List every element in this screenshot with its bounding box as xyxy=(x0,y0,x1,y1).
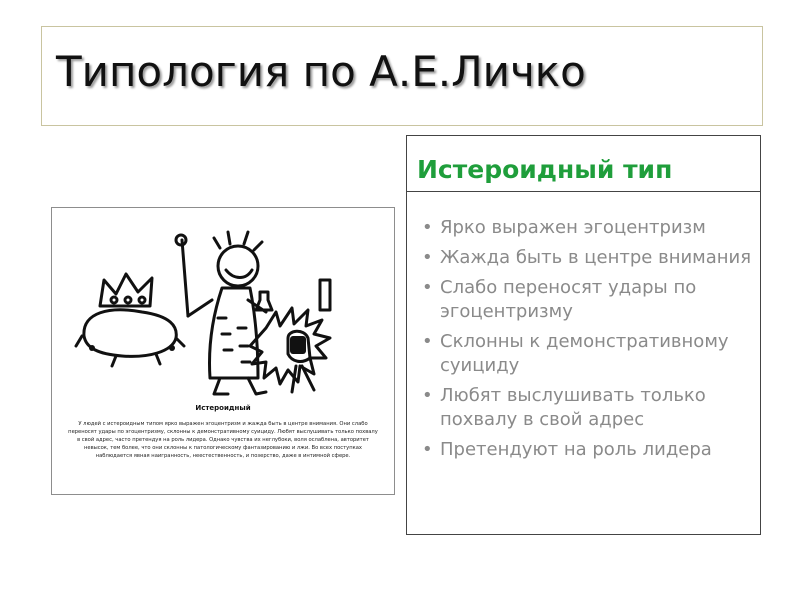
slide-title: Типология по А.Е.Личко xyxy=(56,47,586,96)
bullet-icon: • xyxy=(422,277,433,298)
trait-item xyxy=(419,216,759,240)
illustration-caption-text: У людей с истероидным типом ярко выражен эгоцентризм и жажда быть в центре внимания. Они слабо переносят удары по эгоцентризму, склонны к демонстративному суициду. Любят выслушивать только похвалу в свой адрес, часто претендуя на роль лидера. Однако чувства их неглубоки, воля ослаблена, авторитет невысок, тем более, что они склонны к патологическому фантазированию и лжи. Во всех поступках наблюдается явная наигранность, неестественность, и позерство, даже в интимной сфере. xyxy=(68,421,378,459)
bullet-icon: • xyxy=(422,247,433,268)
bullet-icon: • xyxy=(422,331,433,352)
trait-text: Любят выслушивать только похвалу в свой адрес xyxy=(440,385,706,430)
trait-list xyxy=(419,216,759,468)
illustration-caption-title: Истероидный xyxy=(195,404,251,412)
trait-text: Ярко выражен эгоцентризм xyxy=(440,217,706,238)
bullet-icon: • xyxy=(422,217,433,238)
slide-title-box xyxy=(41,26,763,126)
type-description-panel xyxy=(406,135,761,535)
panel-divider xyxy=(407,191,760,192)
cushion-drawing xyxy=(84,310,176,357)
illustration-card xyxy=(51,207,395,495)
trait-text: Склонны к демонстративному суициду xyxy=(440,331,729,376)
trait-text: Слабо переносят удары по эгоцентризму xyxy=(440,277,697,322)
trait-text: Жажда быть в центре внимания xyxy=(440,247,752,268)
panel-heading: Истероидный тип xyxy=(417,155,673,184)
jester-head xyxy=(218,246,258,286)
trait-item xyxy=(419,330,759,378)
scepter-drawing xyxy=(182,240,188,316)
bullet-icon: • xyxy=(422,385,433,406)
bullet-icon: • xyxy=(422,439,433,460)
trait-item xyxy=(419,246,759,270)
trait-item xyxy=(419,276,759,324)
trait-item xyxy=(419,438,759,462)
trait-text: Претендуют на роль лидера xyxy=(440,439,712,460)
trait-item xyxy=(419,384,759,432)
